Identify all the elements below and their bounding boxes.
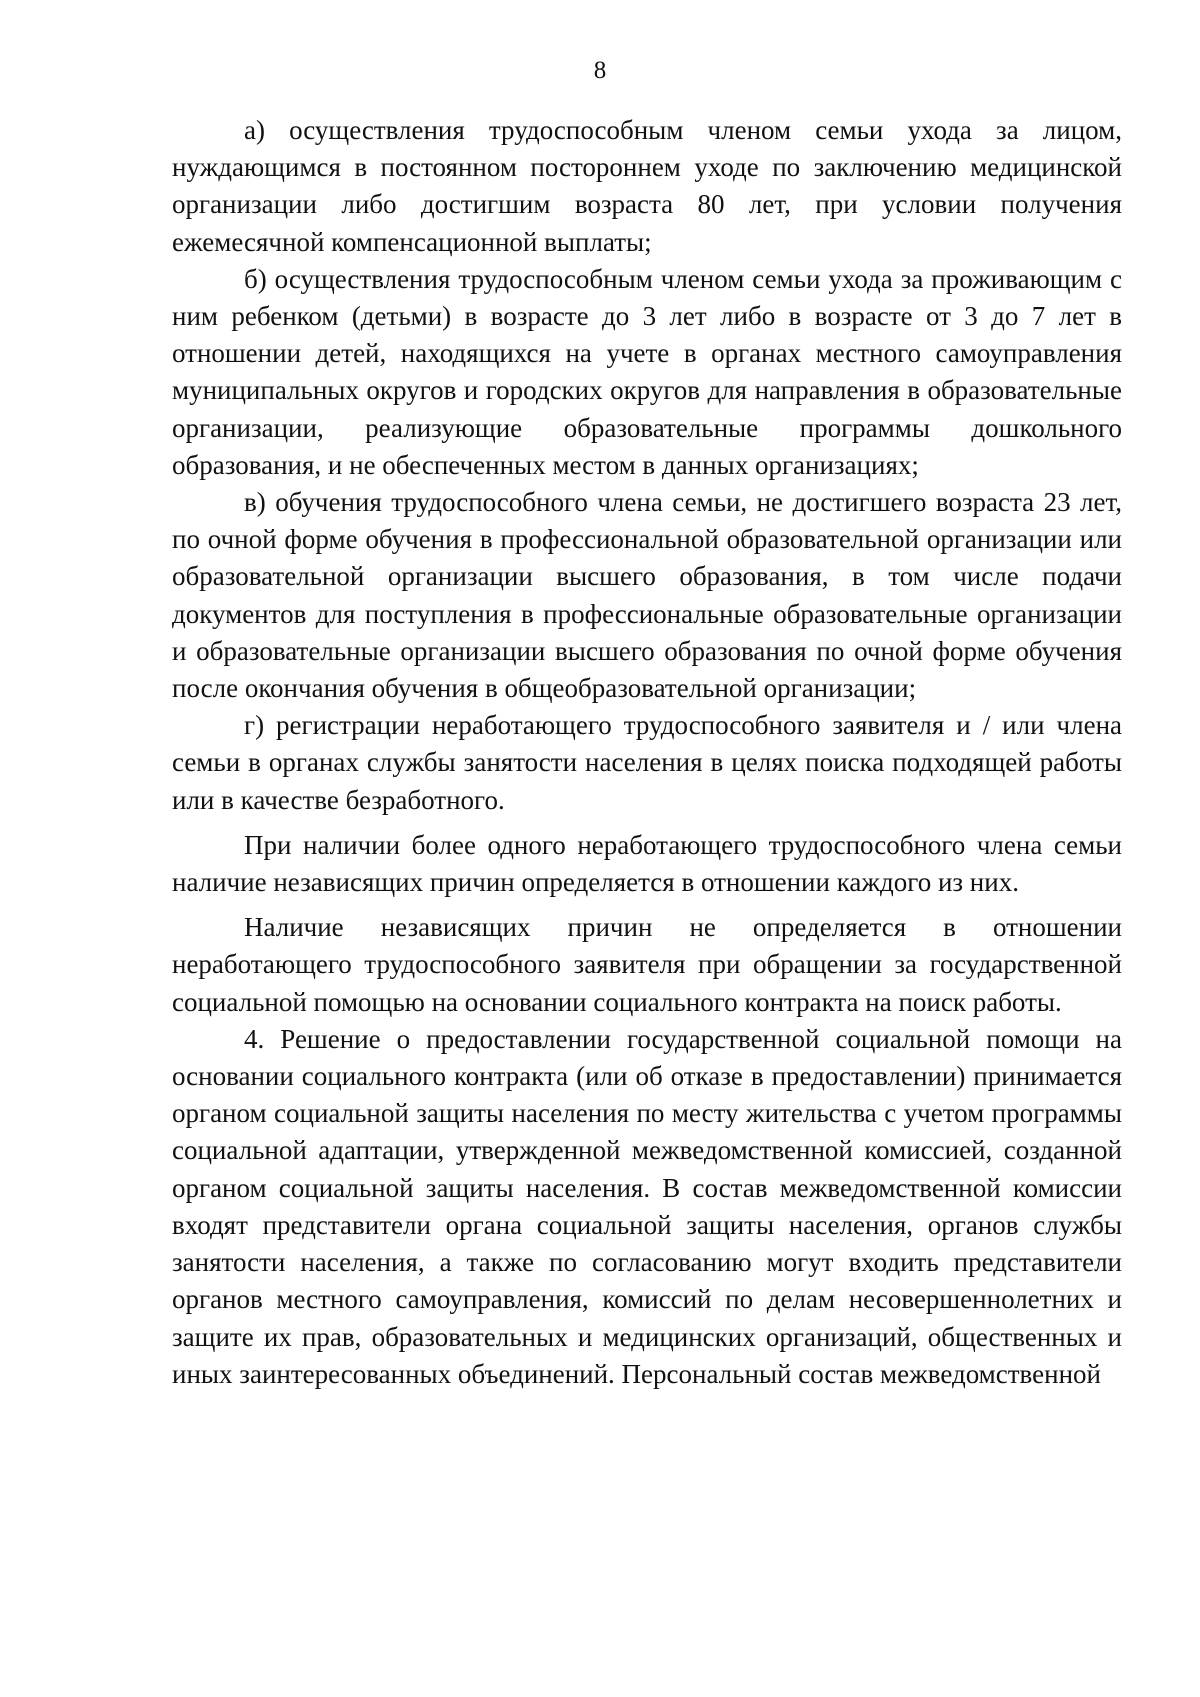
document-body <box>172 112 1122 1393</box>
paragraph-item-b: б) осуществления трудоспособным членом семьи ухода за проживающим с ним ребенком (детьми) в возрасте до 3 лет либо в возрасте от 3 до 7 лет в отношении детей, находящихся на учете в органах местного самоуправления муниципальных округов и городских округов для направления в образовательные организации, реализующие образовательные программы дошкольного образования, и не обеспеченных местом в данных организациях; <box>172 263 1122 480</box>
paragraph-item-v: в) обучения трудоспособного члена семьи, не достигшего возраста 23 лет, по очной форме обучения в профессиональной образовательной организации или образовательной организации высшего образования, в том числе подачи документов для поступления в профессиональные образовательные организации и образовательные организации высшего образования по очной форме обучения после окончания обучения в общеобразовательной организации; <box>172 487 1122 704</box>
paragraph-section-4: 4. Решение о предоставлении государственной социальной помощи на основании социального контракта (или об отказе в предоставлении) принимается органом социальной защиты населения по месту жительства с учетом программы социальной адаптации, утвержденной межведомственной комиссией, созданной органом социальной защиты населения. В состав межведомственной комиссии входят представители органа социальной защиты населения, органов службы занятости населения, а также по согласованию могут входить представители органов местного самоуправления, комиссий по делам несовершеннолетних и защите их прав, образовательных и медицинских организаций, общественных и иных заинтересованных объединений. Персональный состав межведомственной <box>172 1023 1122 1389</box>
page-number: 8 <box>593 57 607 84</box>
paragraph-item-g: г) регистрации неработающего трудоспособного заявителя и / или члена семьи в органах службы занятости населения в целях поиска подходящей работы или в качестве безработного. <box>172 710 1122 815</box>
paragraph-multiple-members: При наличии более одного неработающего трудоспособного члена семьи наличие независящих причин определяется в отношении каждого из них. <box>172 829 1122 898</box>
paragraph-item-a: а) осуществления трудоспособным членом семьи ухода за лицом, нуждающимся в постоянном постороннем уходе по заключению медицинской организации либо достигшим возраста 80 лет, при условии получения ежемесячной компенсационной выплаты; <box>172 115 1122 257</box>
paragraph-job-search-exception: Наличие независящих причин не определяется в отношении неработающего трудоспособного заявителя при обращении за государственной социальной помощью на основании социального контракта на поиск работы. <box>172 912 1122 1017</box>
